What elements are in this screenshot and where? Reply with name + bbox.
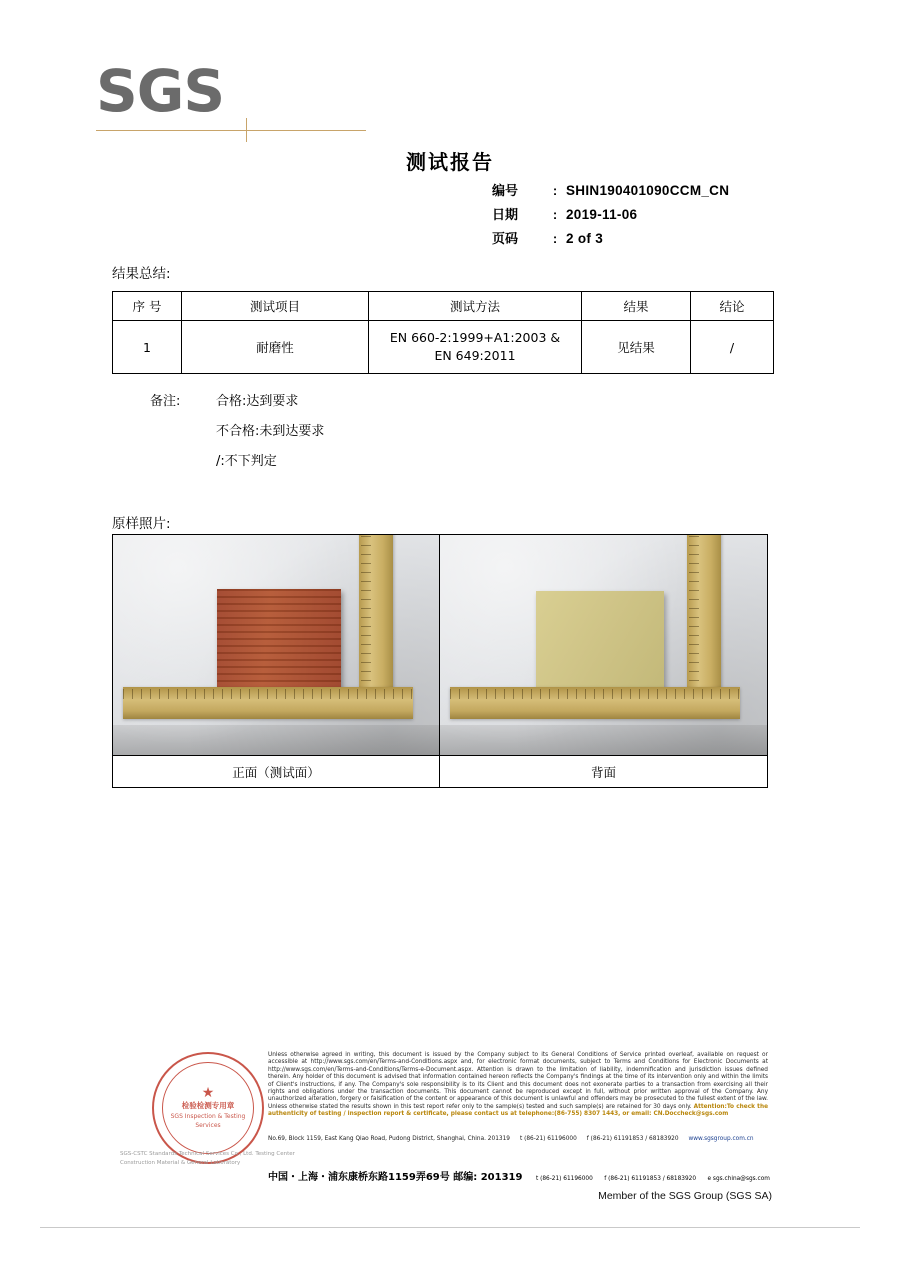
- meta-label-number: 编号: [492, 184, 519, 199]
- star-icon: ★: [201, 1085, 215, 1101]
- footer-attention-line-1: Attention:To check the authenticity of testing / inspection report & certificate, please contact us at telephone:(86-755) 8307: [268, 1103, 769, 1118]
- meta-row-page: [492, 228, 729, 252]
- photo-front-sample-panel: [217, 589, 341, 703]
- sgs-logo: [96, 57, 416, 142]
- photo-front-image: [113, 535, 439, 755]
- footer-address-cn-line: [268, 1168, 788, 1183]
- stamp-ghost-text: SGS-CSTC Standards Technical Services Co., Ltd. Testing Center Construction Material & General Laboratory: [120, 1151, 295, 1166]
- table-row: [113, 321, 774, 374]
- photo-back-surface-shadow: [440, 725, 767, 755]
- footer-phone-cn-2: f (86-21) 61191853 / 68183920: [604, 1176, 697, 1182]
- sgs-logo-text: SGS: [96, 57, 225, 125]
- photo-caption-front: 正面（测试面）: [113, 756, 440, 787]
- meta-value-number: SHIN190401090CCM_CN: [566, 183, 730, 198]
- remarks-term-na: [216, 450, 277, 469]
- remarks-term-pass-text: 合格:: [216, 394, 247, 409]
- photo-front-surface-shadow: [113, 725, 439, 755]
- footer-divider: [40, 1227, 860, 1228]
- results-table: [112, 291, 774, 374]
- photo-back-image: [440, 535, 767, 755]
- photos-section-label: 原样照片:: [112, 516, 171, 532]
- column-header-conclusion: 结论: [691, 292, 774, 321]
- summary-section-label: 结果总结:: [112, 266, 171, 282]
- remarks-label: 备注:: [150, 394, 181, 409]
- footer-address-cn: 中国・上海・浦东康桥东路1159弄69号 邮编: 201319: [268, 1172, 523, 1183]
- remarks-term-fail-text: 不合格:: [216, 424, 260, 439]
- cell-test-item: 耐磨性: [182, 321, 369, 374]
- official-stamp: [152, 1052, 264, 1164]
- photo-back-ruler-horizontal-ticks: [450, 687, 740, 719]
- remarks-desc-fail-text: 未到达要求: [259, 424, 325, 439]
- footer-website[interactable]: www.sgsgroup.com.cn: [688, 1136, 754, 1142]
- cell-test-method-line1: EN 660-2:1999+A1:2003 &: [389, 330, 561, 345]
- official-stamp-inner: [162, 1062, 254, 1154]
- remarks-row-2: [150, 420, 324, 450]
- logo-underline: [96, 130, 366, 131]
- footer-legal-text: [268, 1052, 768, 1119]
- footer-member-text: Member of the SGS Group (SGS SA): [598, 1190, 772, 1202]
- sample-photo-block: [112, 534, 768, 788]
- cell-result: 见结果: [582, 321, 691, 374]
- remarks-row-3: [150, 450, 324, 480]
- cell-test-method-line2: EN 649:2011: [434, 348, 516, 363]
- meta-value-date: 2019-11-06: [566, 207, 638, 222]
- remarks-term-pass: [216, 390, 298, 409]
- page-title: 测试报告: [406, 150, 494, 174]
- footer-legal-paragraph: Unless otherwise agreed in writing, this document is issued by the Company subject to its General Conditions of Service printed overleaf, available on request or accessible at http://www.sgs.com/en/Terms-and-Conditions.aspx and, for electronic format documents, subject to Terms and Conditions for Electronic Documents at http://www.sgs.com/en/Terms-and-Conditions/Terms-e-Document.aspx. Attention is drawn to the limitation of liability, indemnification and jurisdiction issues defined therein. Any holder of this document is advised that information contained hereon reflects the Company's findings at the time of its intervention only and within the limits of Client's instructions, if any. The Company's sole responsibility is to its Client and this document does not exonerate parties to a transaction from exercising all their rights and obligations under the transaction documents. This document cannot be reproduced except in full, without prior written approval of the Company. Any unauthorized alteration, forgery or falsification of the content or appearance of this document is unlawful and offenders may be prosecuted to the fullest extent of the law. Unless otherwise stated the results shown in this test report refer only to the sample(s) tested and such sample(s) are retained for 30 days only.: [268, 1052, 768, 1110]
- stamp-line-1: 检验检测专用章: [181, 1101, 235, 1110]
- remarks-term-na-text: /:: [216, 454, 225, 469]
- column-header-test-item: 测试项目: [182, 292, 369, 321]
- meta-colon-page: :: [552, 231, 558, 246]
- meta-label-page: 页码: [492, 232, 519, 247]
- footer-phone-1: t (86-21) 61196000: [519, 1136, 577, 1142]
- footer-address-en: No.69, Block 1159, East Kang Qiao Road, Pudong District, Shanghai, China. 201319: [268, 1136, 510, 1142]
- footer-address-en-line: [268, 1136, 768, 1142]
- stamp-line-2: SGS Inspection & Testing Services: [170, 1113, 246, 1129]
- remarks-desc-pass-text: 达到要求: [246, 394, 299, 409]
- footer-phone-cn-1: t (86-21) 61196000: [535, 1176, 593, 1182]
- photo-caption-row: [113, 755, 767, 787]
- remarks-block: [150, 390, 324, 480]
- meta-label-date: 日期: [492, 208, 519, 223]
- meta-row-date: [492, 204, 729, 228]
- photo-front-ruler-horizontal: [123, 687, 413, 719]
- photo-back-ruler-horizontal: [450, 687, 740, 719]
- photo-front-ruler-horizontal-ticks: [123, 687, 413, 719]
- cell-no: 1: [113, 321, 182, 374]
- report-meta: [492, 180, 729, 252]
- photo-caption-back: 背面: [590, 764, 616, 780]
- logo-tick-mark: [246, 118, 247, 142]
- cell-test-method: [369, 321, 582, 374]
- photo-back-sample-panel: [536, 591, 664, 703]
- column-header-result: 结果: [582, 292, 691, 321]
- meta-value-page: 2 of 3: [566, 231, 604, 246]
- photo-back: [440, 535, 767, 755]
- remarks-desc-na-text: 不下判定: [224, 454, 277, 469]
- table-header-row: [113, 292, 774, 321]
- photo-row: [113, 535, 767, 755]
- footer-attention-line-2: 1443, or email: CN.Doccheck@sgs.com: [602, 1111, 729, 1118]
- remarks-term-fail: [216, 420, 324, 439]
- column-header-no: 序 号: [113, 292, 182, 321]
- meta-row-number: [492, 180, 729, 204]
- footer-email-cn[interactable]: e sgs.china@sgs.com: [707, 1176, 770, 1182]
- footer-phone-2: f (86-21) 61191853 / 68183920: [586, 1136, 679, 1142]
- remarks-row-1: [150, 390, 324, 420]
- photo-front: [113, 535, 440, 755]
- column-header-test-method: 测试方法: [369, 292, 582, 321]
- meta-colon-number: :: [552, 183, 558, 198]
- meta-colon-date: :: [552, 207, 558, 222]
- cell-conclusion: /: [691, 321, 774, 374]
